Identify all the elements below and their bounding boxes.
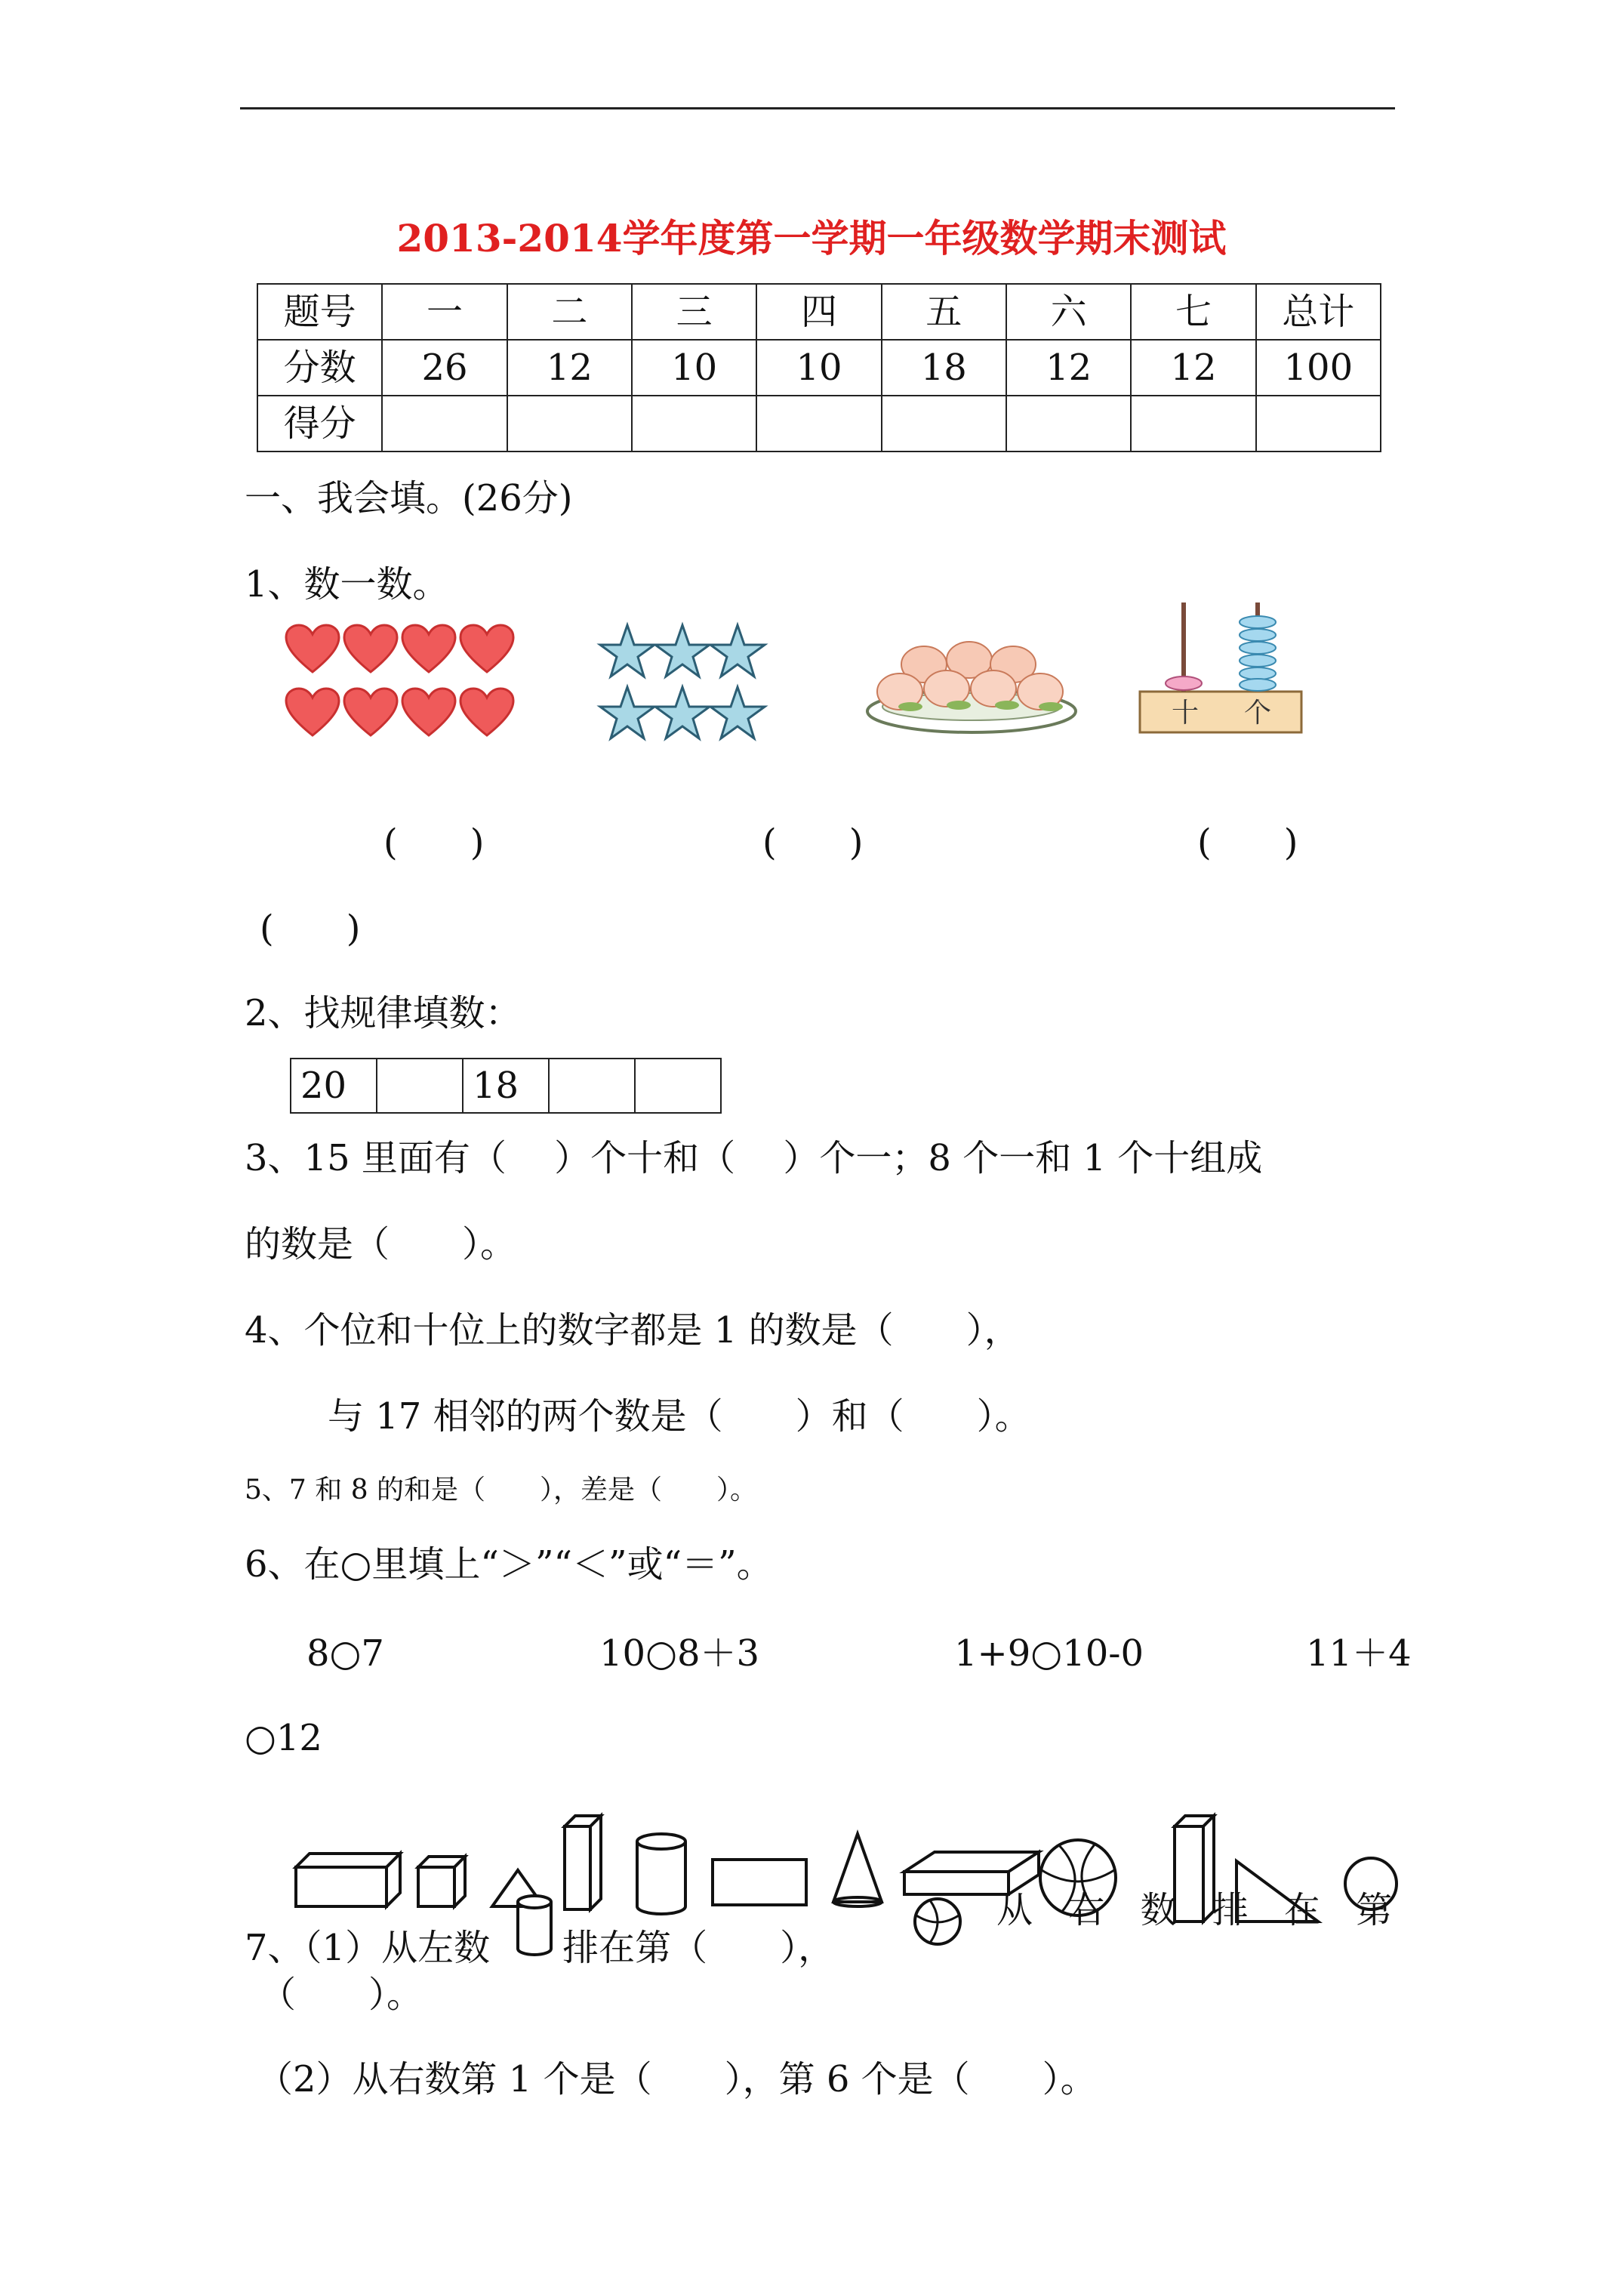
cone-icon	[833, 1834, 882, 1906]
compare-item: 11＋4	[1306, 1632, 1412, 1675]
table-cell: 七	[1131, 284, 1255, 340]
table-cell: 分数	[257, 340, 382, 396]
pattern-cell: 18	[463, 1059, 549, 1113]
table-cell: 二	[507, 284, 632, 340]
pattern-input-cell[interactable]	[377, 1059, 463, 1113]
table-cell: 12	[1131, 340, 1255, 396]
peach-plate-icon	[862, 628, 1081, 741]
abacus-icon	[1132, 599, 1313, 740]
pattern-input-cell[interactable]	[635, 1059, 721, 1113]
score-input-cell[interactable]	[1256, 396, 1381, 451]
score-input-cell[interactable]	[1006, 396, 1131, 451]
pattern-cell: 20	[291, 1059, 377, 1113]
compare-item: 1+9○10-0	[954, 1632, 1144, 1675]
score-input-cell[interactable]	[632, 396, 756, 451]
table-row	[257, 284, 1381, 340]
table-cell: 12	[507, 340, 632, 396]
table-cell: 一	[382, 284, 507, 340]
cuboid-icon	[296, 1854, 400, 1906]
score-input-cell[interactable]	[756, 396, 881, 451]
table-cell: 26	[382, 340, 507, 396]
table-cell: 10	[756, 340, 881, 396]
table-cell: 六	[1006, 284, 1131, 340]
score-input-cell[interactable]	[507, 396, 632, 451]
ball-icon	[915, 1899, 960, 1944]
table-cell: 总计	[1256, 284, 1381, 340]
table-cell: 12	[1006, 340, 1131, 396]
table-cell: 四	[756, 284, 881, 340]
rectangle-icon	[713, 1860, 806, 1905]
exam-title: 2013-2014学年度第一学期一年级数学期末测试	[396, 216, 1227, 260]
q3-line1: 3、15 里面有（ ）个十和（ ）个一；8 个一和 1 个十组成	[245, 1137, 1263, 1179]
answer-blank[interactable]: ( )	[762, 821, 864, 864]
answer-blank[interactable]: ( )	[260, 908, 361, 950]
header-rule	[240, 107, 1395, 109]
q1-label: 1、数一数。	[245, 563, 449, 606]
q7-overlay-text: 从 右 数 排 在 第	[996, 1889, 1405, 1931]
q7-line1: 7、（1）从左数 排在第（ ），	[245, 1927, 835, 1969]
cylinder-icon	[637, 1834, 685, 1914]
q3-line2: 的数是（ ）。	[245, 1223, 517, 1265]
cube-icon	[418, 1857, 465, 1906]
pattern-boxes	[290, 1058, 722, 1114]
table-cell: 100	[1256, 340, 1381, 396]
compare-item: 8○7	[306, 1632, 384, 1675]
compare-item: 10○8＋3	[599, 1632, 760, 1675]
table-cell: 五	[882, 284, 1006, 340]
table-row	[291, 1059, 721, 1113]
answer-blank[interactable]: ( )	[1197, 821, 1298, 864]
compare-item-wrap: ○12	[245, 1717, 322, 1759]
score-input-cell[interactable]	[882, 396, 1006, 451]
table-cell: 10	[632, 340, 756, 396]
table-cell: 得分	[257, 396, 382, 451]
table-cell: 题号	[257, 284, 382, 340]
abacus-ones-label: 个	[1243, 698, 1272, 729]
abacus-tens-label: 十	[1171, 698, 1200, 729]
table-cell: 18	[882, 340, 1006, 396]
table-row	[257, 340, 1381, 396]
score-table	[257, 283, 1381, 452]
table-cell: 三	[632, 284, 756, 340]
q7-line3: （2）从右数第 1 个是（ ），第 6 个是（ ）。	[257, 2058, 1097, 2100]
tall-cuboid-icon	[565, 1816, 601, 1909]
q4-line1: 4、个位和十位上的数字都是 1 的数是（ ），	[245, 1309, 1021, 1351]
pattern-input-cell[interactable]	[549, 1059, 635, 1113]
q7-line2: （ ）。	[260, 1974, 423, 2016]
heart-group-icon	[282, 621, 524, 757]
table-row	[257, 396, 1381, 451]
q4-line2: 与 17 相邻的两个数是（ ）和（ ）。	[328, 1395, 1031, 1438]
section1-heading: 一、我会填。(26分)	[245, 477, 573, 519]
score-input-cell[interactable]	[382, 396, 507, 451]
star-group-icon	[596, 619, 770, 747]
q6-label: 6、在○里填上“＞”“＜”或“＝”。	[245, 1543, 773, 1586]
q2-label: 2、找规律填数：	[245, 992, 522, 1034]
score-input-cell[interactable]	[1131, 396, 1255, 451]
answer-blank[interactable]: ( )	[383, 821, 485, 864]
q5-text: 5、7 和 8 的和是（ ），差是（ ）。	[245, 1475, 758, 1505]
